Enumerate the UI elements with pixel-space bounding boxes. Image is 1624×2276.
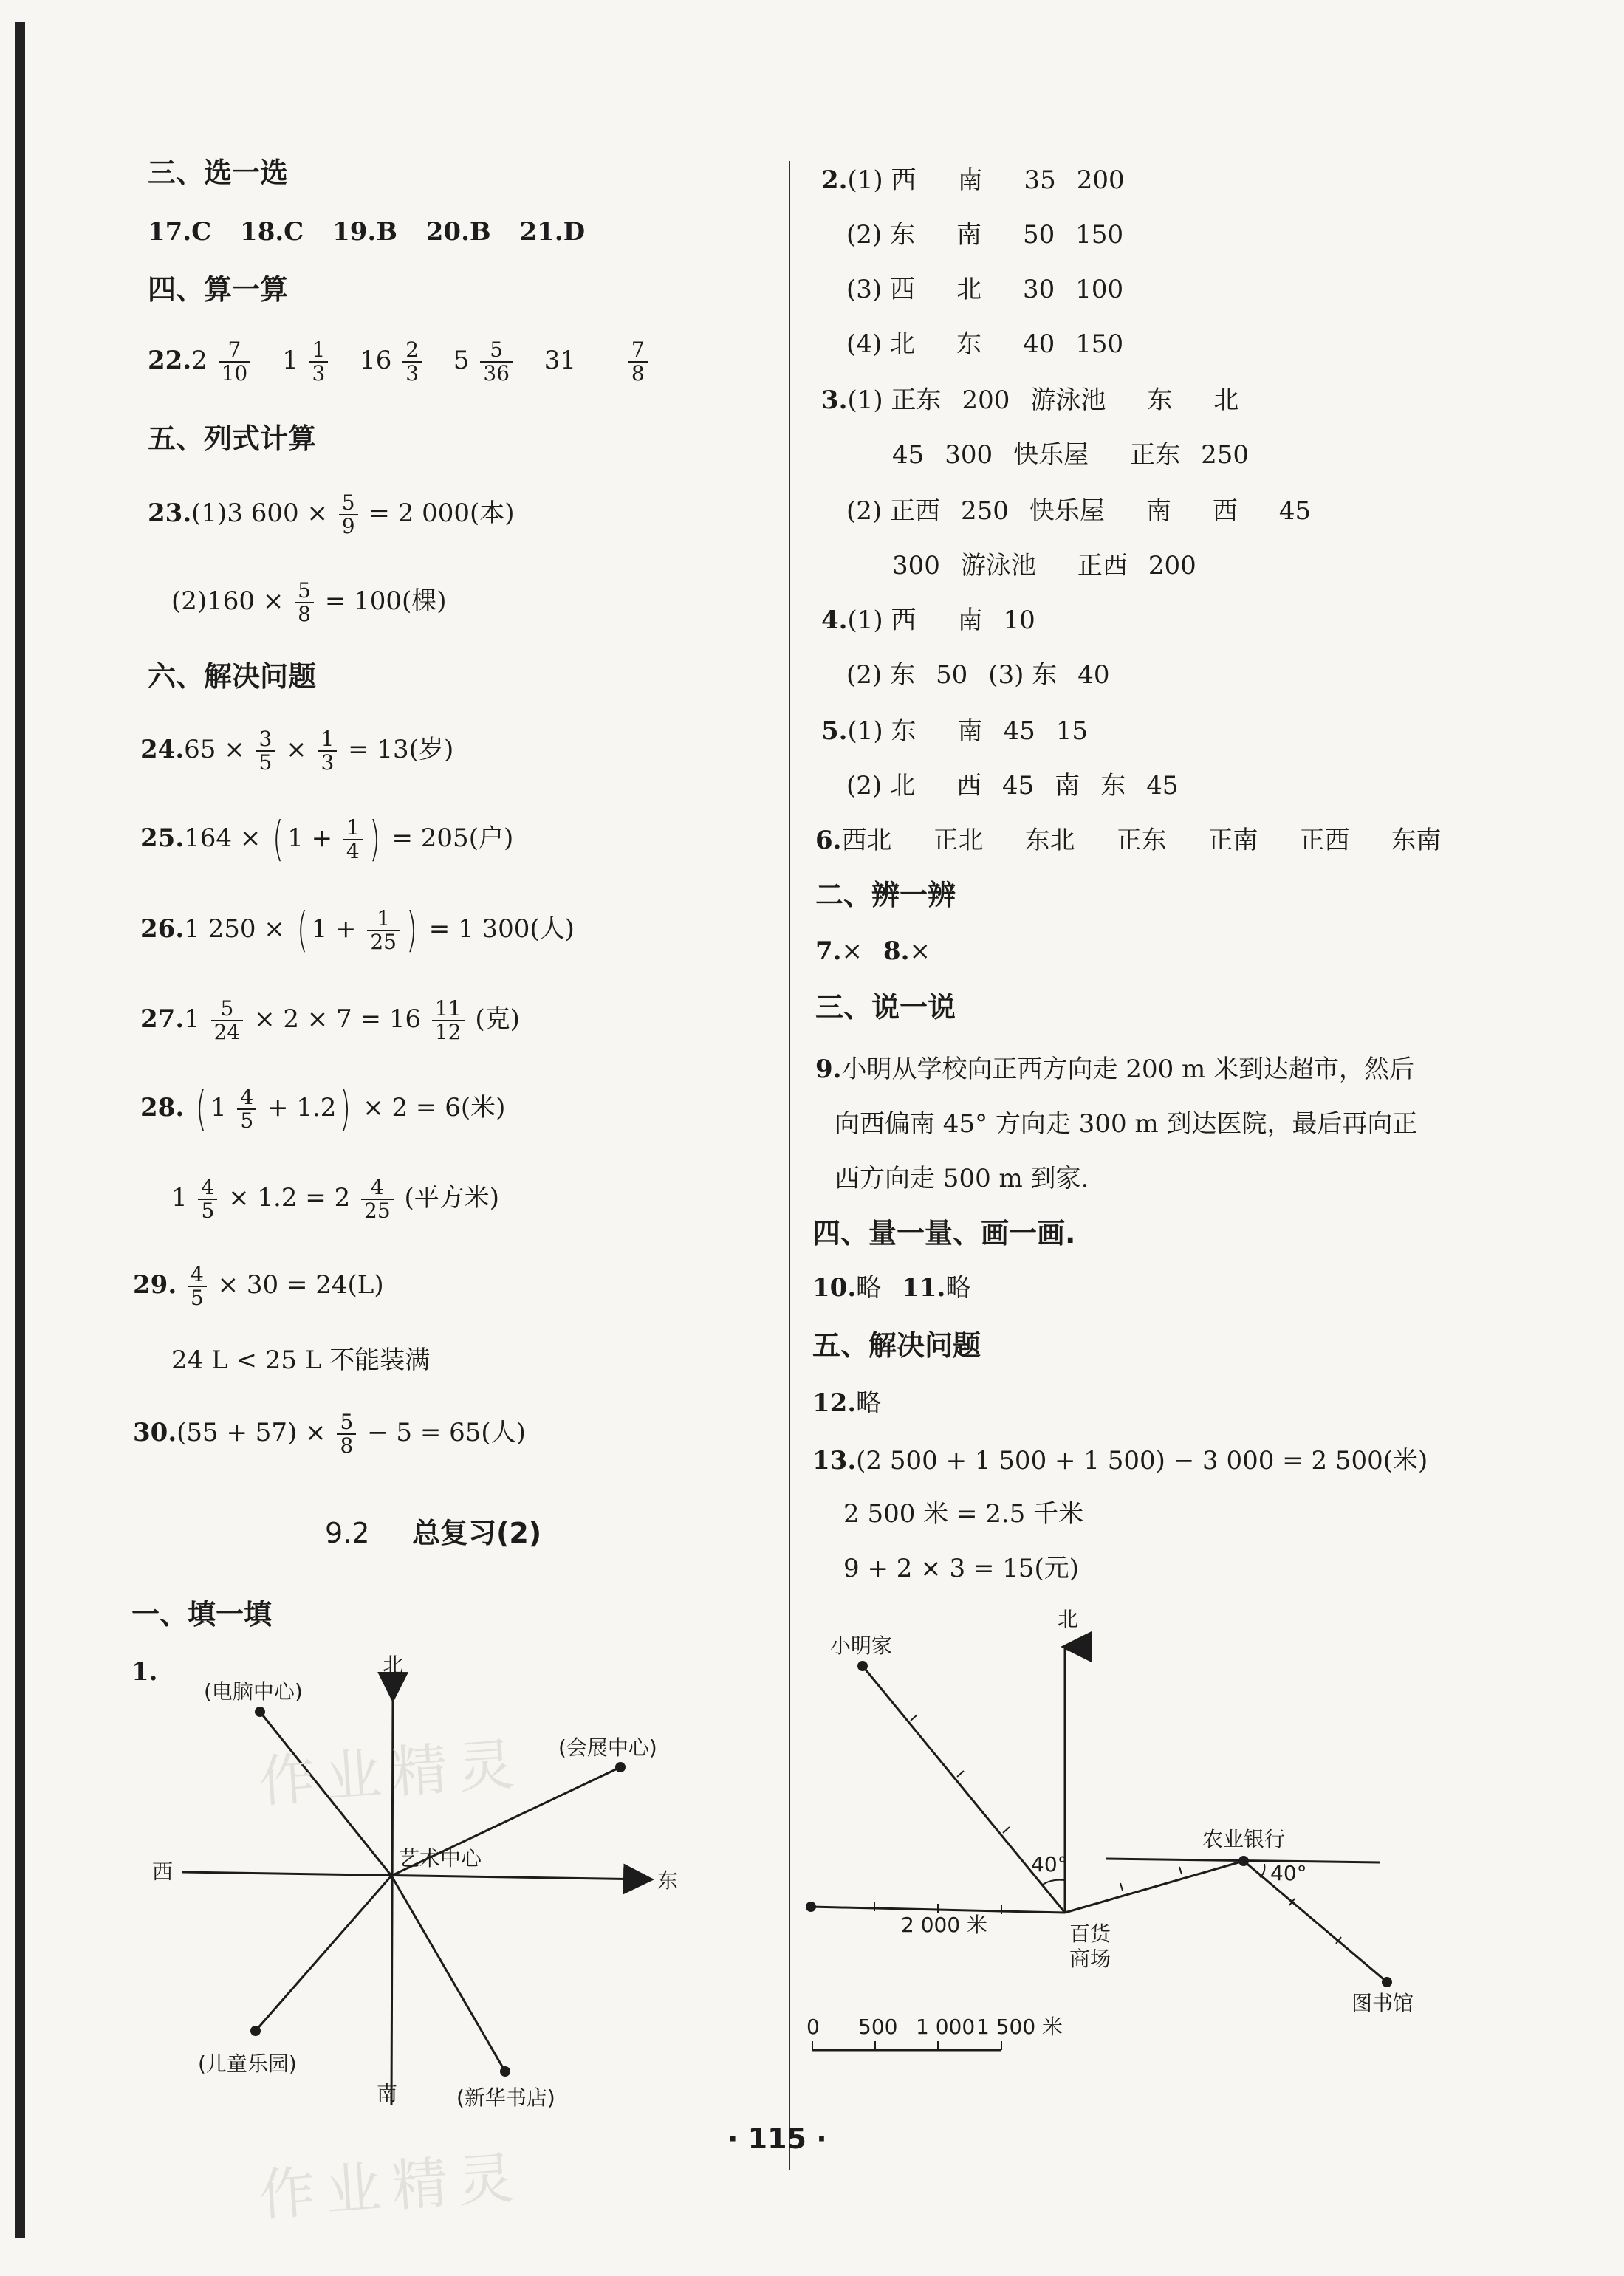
answer-2-1: 2.(1) 西 南 35 200 (821, 165, 1125, 195)
point-computer-center (255, 1707, 265, 1717)
ray-playground (256, 1876, 391, 2031)
scale-label-500: 500 (858, 2015, 898, 2039)
label-north: 北 (1058, 1607, 1079, 1631)
ray-bookstore (391, 1876, 505, 2071)
route-diagram (805, 1603, 1470, 2075)
label-store-2: 商场 (1069, 1947, 1111, 1971)
answer-9-line2: 向西偏南 45° 方向走 300 m 到达医院，最后再向正 (835, 1109, 1418, 1139)
answer-2-2: (2) 东 南 50 150 (846, 220, 1124, 250)
answer-2-4: (4) 北 东 40 150 (846, 329, 1124, 359)
label-bank: 农业银行 (1202, 1827, 1286, 1851)
answer-3-2a: (2) 正西 250 快乐屋 南 西 45 (846, 496, 1312, 526)
label-west: 西 (152, 1859, 174, 1884)
label-computer-center: (电脑中心) (204, 1679, 303, 1704)
point-home (857, 1661, 868, 1671)
answer-12: 12.略 (812, 1388, 882, 1418)
label-home: 小明家 (830, 1634, 893, 1658)
answer-28-1: 28. ( 1 $\frac{4}{5}$ + 1.2) × 2 = 6(米) (140, 1082, 506, 1137)
answer-4-1: 4.(1) 西 南 10 (821, 606, 1035, 635)
answer-3-1a: 3.(1) 正东 200 游泳池 东 北 (821, 385, 1239, 415)
section-title-fill: 一、填一填 (131, 1598, 273, 1631)
answer-23-1: 23.(1)3 600 × $\frac{5}{9}$ = 2 000(本) (148, 490, 515, 538)
answer-25: 25.164 × ( 1 + $\frac{1}{4}$ ) = 205(户) (140, 812, 514, 867)
answer-29-1: 29. $\frac{4}{5}$ × 30 = 24(L) (133, 1262, 384, 1310)
scale-label-1500: 1 500 米 (976, 2015, 1063, 2039)
column-divider (789, 161, 790, 2170)
section-title-formula: 五、列式计算 (148, 422, 317, 455)
scale-label-0: 0 (806, 2015, 820, 2039)
answer-28-2: 1 $\frac{4}{5}$ × 1.2 = 2 $\frac{4}{25}$ (平方米) (171, 1175, 499, 1223)
page-number: · 115 · (727, 2122, 827, 2155)
label-north: 北 (383, 1654, 404, 1677)
answer-13-line1: 13.(2 500 + 1 500 + 1 500) − 3 000 = 2 500(米) (812, 1446, 1428, 1475)
answer-3-2b: 300 游泳池 正西 200 (892, 551, 1196, 580)
binding-edge (15, 22, 25, 2238)
answer-5-2: (2) 北 西 45 南 东 45 (846, 771, 1179, 801)
section-title-choose: 三、选一选 (148, 157, 289, 189)
section-title-solve-right: 五、解决问题 (812, 1329, 981, 1362)
section-number: 9.2 (325, 1517, 370, 1549)
section-title-say: 三、说一说 (815, 991, 956, 1024)
angle-arc-1 (1043, 1880, 1065, 1885)
answer-23-2: (2)160 × $\frac{5}{8}$ = 100(棵) (171, 578, 447, 626)
point-exhibition-center (615, 1762, 626, 1772)
point-bookstore (500, 2066, 510, 2077)
fraction: $\frac{2}{3}$ (402, 339, 422, 385)
fraction: $\frac{1}{3}$ (309, 339, 329, 385)
answer-29-2: 24 L < 25 L 不能装满 (171, 1346, 431, 1375)
point-west-end (806, 1902, 816, 1912)
answer-13-line3: 9 + 2 × 3 = 15(元) (843, 1554, 1079, 1583)
label-playground: (儿童乐园) (198, 2052, 297, 2076)
label-library: 图书馆 (1351, 1991, 1414, 2015)
route-to-bank (1065, 1861, 1244, 1913)
fraction: $\frac{7}{10}$ (219, 339, 251, 385)
answer-5-1: 5.(1) 东 南 45 15 (821, 716, 1089, 746)
answer-24: 24.65 × $\frac{3}{5}$ × $\frac{1}{3}$ = 13(岁) (140, 727, 454, 775)
answer-4-2: (2) 东 50 (3) 东 40 (846, 660, 1110, 690)
answer-13-line2: 2 500 米 = 2.5 千米 (843, 1499, 1084, 1529)
label-exhibition-center: (会展中心) (558, 1735, 657, 1760)
answer-2-3: (3) 西 北 30 100 (846, 275, 1124, 304)
answer-26: 26.1 250 × ( 1 + $\frac{1}{25}$ ) = 1 300(人) (140, 903, 575, 958)
fraction: $\frac{5}{36}$ (480, 339, 513, 385)
label-angle-1: 40° (1031, 1852, 1068, 1876)
point-library (1382, 1977, 1392, 1987)
label-art-center: 艺术中心 (399, 1846, 482, 1871)
answers-7-8: 7.× 8.× (815, 936, 931, 966)
label-distance: 2 000 米 (901, 1913, 988, 1937)
section-title-measure-draw: 四、量一量、画一画. (812, 1217, 1076, 1250)
label-east: 东 (657, 1868, 679, 1893)
watermark: 作业精灵 (256, 1730, 527, 1815)
section-title-judge: 二、辨一辨 (815, 879, 956, 911)
question-1-number: 1. (131, 1657, 158, 1687)
answer-27: 27.1 $\frac{5}{24}$ × 2 × 7 = 16 $\frac{11}{12}$ (克) (140, 996, 520, 1044)
east-west-axis (182, 1872, 650, 1879)
label-south: 南 (377, 2081, 398, 2105)
answers-17-21: 17.C 18.C 19.B 20.B 21.D (148, 217, 586, 247)
route-to-library (1244, 1861, 1387, 1982)
answer-3-1b: 45 300 快乐屋 正东 250 (892, 440, 1250, 470)
answer-6: 6.西北 正北 东北 正东 正南 正西 东南 (815, 826, 1442, 855)
section-title-solve: 六、解决问题 (148, 660, 317, 693)
answer-30: 30.(55 + 57) × $\frac{5}{8}$ − 5 = 65(人) (133, 1410, 526, 1458)
label-store-1: 百货 (1069, 1922, 1111, 1946)
answer-22: 22.2 $\frac{7}{10}$ 1 $\frac{1}{3}$ 16 $\frac{2}{3}$ 5 $\frac{5}{36}$ 31 $\frac{7}{8}$ (148, 331, 651, 390)
label-bookstore: (新华书店) (456, 2085, 555, 2110)
section-heading: 总复习(2) (412, 1517, 542, 1549)
section-title-calculate: 四、算一算 (148, 273, 289, 306)
answers-10-11: 10.略 11.略 (812, 1273, 971, 1303)
fraction: $\frac{7}{8}$ (628, 339, 648, 385)
label-angle-2: 40° (1270, 1861, 1307, 1885)
watermark: 作业精灵 (256, 2144, 527, 2229)
point-playground (250, 2026, 261, 2036)
answer-9-line3: 西方向走 500 m 到家. (835, 1164, 1089, 1193)
scale-label-1000: 1 000 (916, 2015, 976, 2039)
answer-9-line1: 9.小明从学校向正西方向走 200 m 米到达超市，然后 (815, 1055, 1415, 1084)
